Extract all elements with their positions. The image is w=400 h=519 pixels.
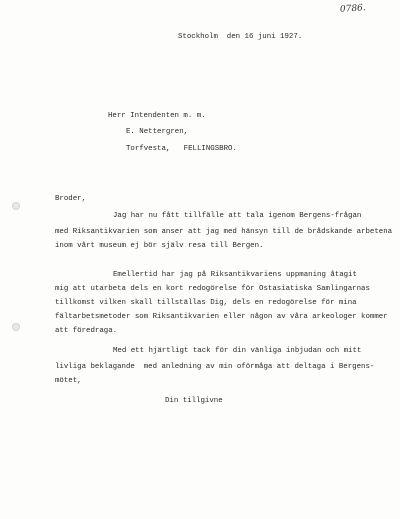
closing: Din tillgivne (165, 397, 223, 405)
p2-line-5: att föredraga. (55, 327, 118, 335)
address-line-1: Herr Intendenten m. m. (108, 112, 206, 120)
p2-line-4: fältarbetsmetoder som Riksantikvarien eller någon av våra arkeologer kommer (55, 313, 388, 321)
p2-line-3: tillkomst vilken skall tillställas Dig, dels en redogörelse för mina (55, 299, 357, 307)
p3-line-2: livliga beklagande med anledning av min oförmåga att deltaga i Bergens- (55, 363, 375, 371)
archive-number: 0786. (339, 3, 367, 15)
p3-line-1: Med ett hjärtligt tack för din vänliga inbjudan och mitt (113, 347, 362, 355)
punch-hole (12, 202, 20, 210)
address-line-3: Torfvesta, FELLINGSBRO. (126, 145, 237, 153)
p1-line-1: Jag har nu fått tillfälle att tala igenom Bergens-frågan (113, 212, 362, 220)
p1-line-3: inom vårt museum ej bör själv resa till Bergen. (55, 242, 264, 250)
date-line: Stockholm den 16 juni 1927. (178, 33, 303, 41)
salutation: Broder, (55, 195, 87, 203)
punch-hole (12, 323, 20, 331)
p2-line-1: Emellertid har jag på Riksantikvariens uppmaning åtagit (113, 271, 357, 279)
p1-line-2: med Riksantikvarien som anser att jag med hänsyn till de brådskande arbetena (55, 228, 393, 236)
address-line-2: E. Nettergren, (126, 128, 189, 136)
p3-line-3: mötet, (55, 377, 82, 385)
p2-line-2: mig att utarbeta dels en kort redogörelse för Ostasiatiska Samlingarnas (55, 285, 370, 293)
